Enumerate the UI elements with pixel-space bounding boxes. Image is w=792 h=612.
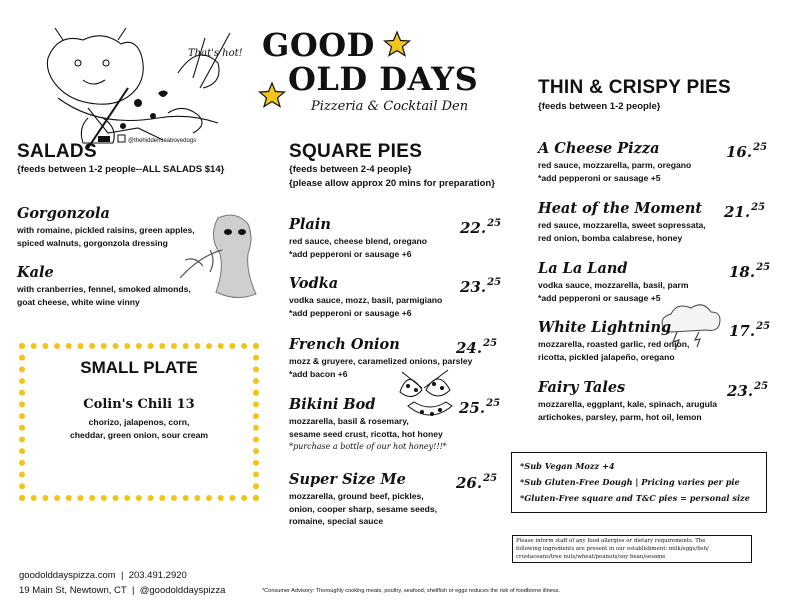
item-desc: *add pepperoni or sausage +5 xyxy=(538,172,661,183)
item-name: Bikini Bod xyxy=(289,396,376,413)
star-icon xyxy=(258,81,286,109)
footer-line-1 xyxy=(19,570,187,581)
bikini-illustration xyxy=(392,364,472,426)
item-desc: *add pepperoni or sausage +5 xyxy=(538,292,661,303)
item-name: French Onion xyxy=(289,336,400,353)
item-desc: red onion, bomba calabrese, honey xyxy=(538,232,683,243)
footer-line-2 xyxy=(19,585,225,596)
phone-number[interactable]: 203.491.2920 xyxy=(128,570,187,581)
price-dollars: 25. xyxy=(459,399,486,417)
item-name: Gorgonzola xyxy=(17,205,110,222)
price-dollars: 18. xyxy=(729,263,756,281)
sub-line: *Gluten-Free square and T&C pies = personal size xyxy=(520,493,750,503)
thats-hot-text: That's hot! xyxy=(188,48,243,59)
thin-note: {feeds between 1-2 people} xyxy=(538,101,661,112)
item-desc: romaine, special sauce xyxy=(289,516,384,527)
item-desc: vodka sauce, mozzarella, basil, parm xyxy=(538,280,689,290)
small-plate-item: Colin's Chili 13 xyxy=(83,397,195,412)
website-link[interactable]: goodolddayspizza.com xyxy=(19,570,116,581)
price-cents: 25 xyxy=(486,398,501,409)
sub-line: *Sub Gluten-Free Dough | Pricing varies per pie xyxy=(520,477,740,487)
item-name: Kale xyxy=(17,264,54,281)
price-dollars: 23. xyxy=(727,382,754,400)
item-desc: mozzarella, ground beef, pickles, xyxy=(289,491,424,501)
item-desc: onion, cooper sharp, sesame seeds, xyxy=(289,503,438,514)
item-desc: mozzarella, basil & rosemary, xyxy=(289,416,409,426)
logo-tagline: Pizzeria & Cocktail Den xyxy=(311,99,469,114)
allergy-notice xyxy=(512,535,752,563)
item-name: Vodka xyxy=(289,275,339,292)
item-price xyxy=(456,338,497,357)
price-cents: 25 xyxy=(751,202,766,213)
price-cents: 25 xyxy=(483,338,498,349)
price-dollars: 16. xyxy=(726,143,753,161)
item-price xyxy=(726,142,767,161)
small-plate-desc: cheddar, green onion, sour cream xyxy=(69,430,209,440)
logo-line-1: GOOD xyxy=(262,26,375,64)
item-desc: with cranberries, fennel, smoked almonds, xyxy=(17,284,191,294)
item-name: Plain xyxy=(289,216,331,233)
price-cents: 25 xyxy=(753,142,768,153)
cow-illustration xyxy=(28,18,248,158)
price-cents: 25 xyxy=(483,473,498,484)
small-plate-desc: chorizo, jalapenos, corn, xyxy=(88,417,190,427)
item-name: La La Land xyxy=(538,260,628,277)
item-price xyxy=(724,202,765,221)
social-handle[interactable]: @goodolddayspizza xyxy=(139,585,226,596)
item-desc: red sauce, mozzarella, parm, oregano xyxy=(538,160,692,170)
logo-line-2: OLD DAYS xyxy=(288,60,479,98)
price-cents: 25 xyxy=(487,277,502,288)
separator: | xyxy=(120,570,124,581)
salads-title: SALADS xyxy=(17,141,97,162)
allergy-line: Please inform staff of any food allergies or dietary requirements. The xyxy=(516,538,706,544)
item-desc: sesame seed crust, ricotta, hot honey xyxy=(289,428,443,439)
price-dollars: 22. xyxy=(460,219,487,237)
item-desc: ricotta, pickled jalapeño, oregano xyxy=(538,351,675,362)
item-desc: goat cheese, white wine vinny xyxy=(17,296,140,307)
address: 19 Main St, Newtown, CT xyxy=(19,585,127,596)
allergy-line: following ingredients are present in our establishment: milk/eggs/fish/ xyxy=(516,546,709,552)
price-dollars: 24. xyxy=(456,339,483,357)
item-name: A Cheese Pizza xyxy=(538,140,660,157)
item-desc: *add bacon +6 xyxy=(289,368,348,379)
consumer-advisory: *Consumer Advisory: Thoroughly cooking meats, poultry, seafood, shellfish or eggs reduces the risk of foodborne illness. xyxy=(262,588,560,594)
item-name: Fairy Tales xyxy=(538,379,626,396)
square-note: {please allow approx 20 mins for preparation} xyxy=(289,178,495,189)
square-title: SQUARE PIES xyxy=(289,141,423,162)
item-price xyxy=(729,262,770,281)
item-desc: *add pepperoni or sausage +6 xyxy=(289,248,412,259)
square-note: {feeds between 2-4 people} xyxy=(289,164,412,175)
artist-handle: @thehiddenseabovedogs xyxy=(128,138,197,144)
item-price xyxy=(460,277,501,296)
item-desc: red sauce, cheese blend, oregano xyxy=(289,236,428,246)
allergy-line: crustaceans/tree nuts/wheat/peanuts/soy bean/sesame xyxy=(516,554,666,560)
item-desc: with romaine, pickled raisins, green apples, xyxy=(17,225,195,235)
price-cents: 25 xyxy=(754,381,769,392)
price-dollars: 23. xyxy=(460,278,487,296)
item-desc: mozz & gruyere, caramelized onions, parsley xyxy=(289,356,473,366)
sub-line: *Sub Vegan Mozz +4 xyxy=(520,461,615,471)
small-plate-title: SMALL PLATE xyxy=(80,358,198,377)
item-name: White Lightning xyxy=(538,319,672,336)
item-desc: vodka sauce, mozz, basil, parmigiano xyxy=(289,295,443,305)
price-cents: 25 xyxy=(756,262,771,273)
star-icon xyxy=(383,30,411,58)
item-price xyxy=(727,381,768,400)
salads-note: {feeds between 1-2 people--ALL SALADS $14} xyxy=(17,164,225,175)
separator: | xyxy=(132,585,135,596)
item-price xyxy=(729,321,770,340)
item-desc: artichokes, parsley, parm, hot oil, lemon xyxy=(538,411,702,422)
substitutions-box xyxy=(511,452,767,513)
item-note: *purchase a bottle of our hot honey!!!* xyxy=(289,442,447,452)
item-price xyxy=(456,473,497,492)
price-cents: 25 xyxy=(756,321,771,332)
price-dollars: 17. xyxy=(729,322,756,340)
price-cents: 25 xyxy=(487,218,502,229)
item-desc: mozzarella, roasted garlic, red onion, xyxy=(538,339,690,349)
price-dollars: 26. xyxy=(456,474,483,492)
item-price xyxy=(460,218,501,237)
item-desc: *add pepperoni or sausage +6 xyxy=(289,307,412,318)
thin-title: THIN & CRISPY PIES xyxy=(538,77,731,98)
item-name: Super Size Me xyxy=(289,471,406,488)
item-name: Heat of the Moment xyxy=(538,200,703,217)
alien-illustration xyxy=(180,208,280,303)
item-desc: spiced walnuts, gorgonzola dressing xyxy=(17,237,168,248)
item-desc: mozzarella, eggplant, kale, spinach, arugula xyxy=(538,399,718,409)
item-desc: red sauce, mozzarella, sweet sopressata, xyxy=(538,220,706,230)
price-dollars: 21. xyxy=(724,203,751,221)
